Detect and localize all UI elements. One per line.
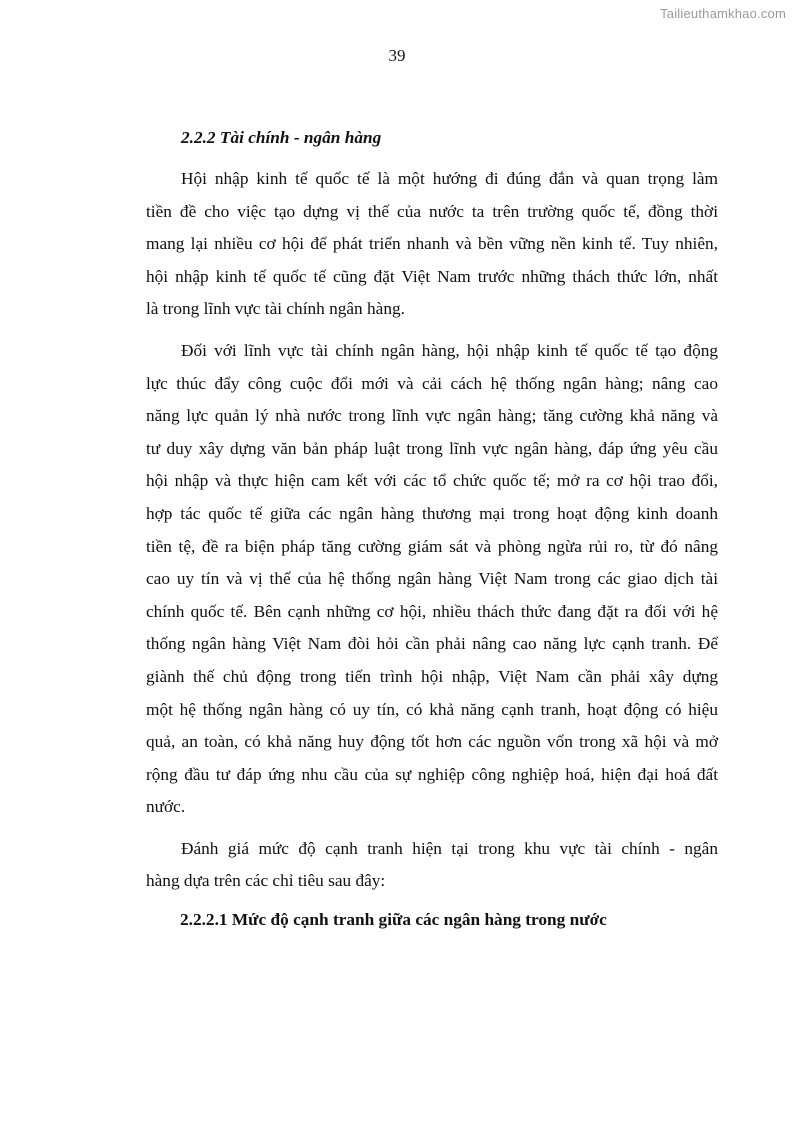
paragraph-1 — [146, 163, 718, 326]
paragraph-line: chính quốc tế. Bên cạnh những cơ hội, nhiều thách thức đang đặt ra đối với hệ — [146, 601, 718, 621]
section-heading: 2.2.2 Tài chính - ngân hàng — [181, 128, 382, 147]
paragraph-line: tư duy xây dựng văn bản pháp luật trong lĩnh vực ngân hàng, đáp ứng yêu cầu — [146, 438, 718, 458]
paragraph-line: nước. — [146, 797, 186, 817]
paragraph-line: Hội nhập kinh tế quốc tế là một hướng đi đúng đắn và quan trọng làm — [181, 169, 718, 188]
paragraph-line: tiền tệ, đề ra biện pháp tăng cường giám sát và phòng ngừa rủi ro, từ đó nâng — [146, 536, 718, 556]
paragraph-line: cao uy tín và vị thế của hệ thống ngân hàng Việt Nam trong các giao dịch tài — [146, 569, 718, 589]
watermark: Tailieuthamkhao.com — [660, 6, 786, 21]
paragraph-line: Đối với lĩnh vực tài chính ngân hàng, hội nhập kinh tế quốc tế tạo động — [181, 340, 718, 360]
paragraph-line: thống ngân hàng Việt Nam đòi hỏi cần phải nâng cao năng lực cạnh tranh. Để — [146, 634, 718, 654]
paragraph-line: hàng dựa trên các chỉ tiêu sau đây: — [146, 871, 386, 891]
paragraph-line: rộng đầu tư đáp ứng nhu cầu của sự nghiệp công nghiệp hoá, hiện đại hoá đất — [146, 764, 718, 784]
page-number: 39 — [388, 46, 406, 65]
paragraph-line: là trong lĩnh vực tài chính ngân hàng. — [146, 299, 405, 319]
paragraph-line: tiền đề cho việc tạo dựng vị thế của nước ta trên trường quốc tế, đồng thời — [146, 201, 718, 221]
paragraph-line: mang lại nhiều cơ hội để phát triển nhanh và bền vững nền kinh tế. Tuy nhiên, — [146, 234, 718, 254]
paragraph-line: năng lực quản lý nhà nước trong lĩnh vực ngân hàng; tăng cường khả năng và — [146, 406, 718, 426]
paragraph-line: hợp tác quốc tế giữa các ngân hàng thương mại trong hoạt động kinh doanh — [146, 503, 718, 523]
paragraph-line: một hệ thống ngân hàng có uy tín, có khả năng cạnh tranh, hoạt động có hiệu — [146, 699, 718, 719]
paragraph-line: quả, an toàn, có khả năng huy động tốt hơn các nguồn vốn trong xã hội và mở — [146, 732, 718, 752]
paragraph-3 — [146, 833, 718, 898]
subsection-heading: 2.2.2.1 Mức độ cạnh tranh giữa các ngân hàng trong nước — [180, 910, 607, 930]
paragraph-line: Đánh giá mức độ cạnh tranh hiện tại trong khu vực tài chính - ngân — [181, 838, 718, 858]
paragraph-line: giành thế chủ động trong tiến trình hội nhập, Việt Nam cần phải xây dựng — [146, 666, 718, 686]
paragraph-line: hội nhập kinh tế quốc tế cũng đặt Việt Nam trước những thách thức lớn, nhất — [146, 266, 718, 286]
paragraph-line: lực thúc đẩy công cuộc đổi mới và cải cách hệ thống ngân hàng; nâng cao — [146, 373, 718, 393]
paragraph-2 — [146, 335, 718, 824]
paragraph-line: hội nhập và thực hiện cam kết với các tổ chức quốc tế; mở ra cơ hội trao đổi, — [146, 471, 718, 491]
document-body — [146, 127, 718, 930]
